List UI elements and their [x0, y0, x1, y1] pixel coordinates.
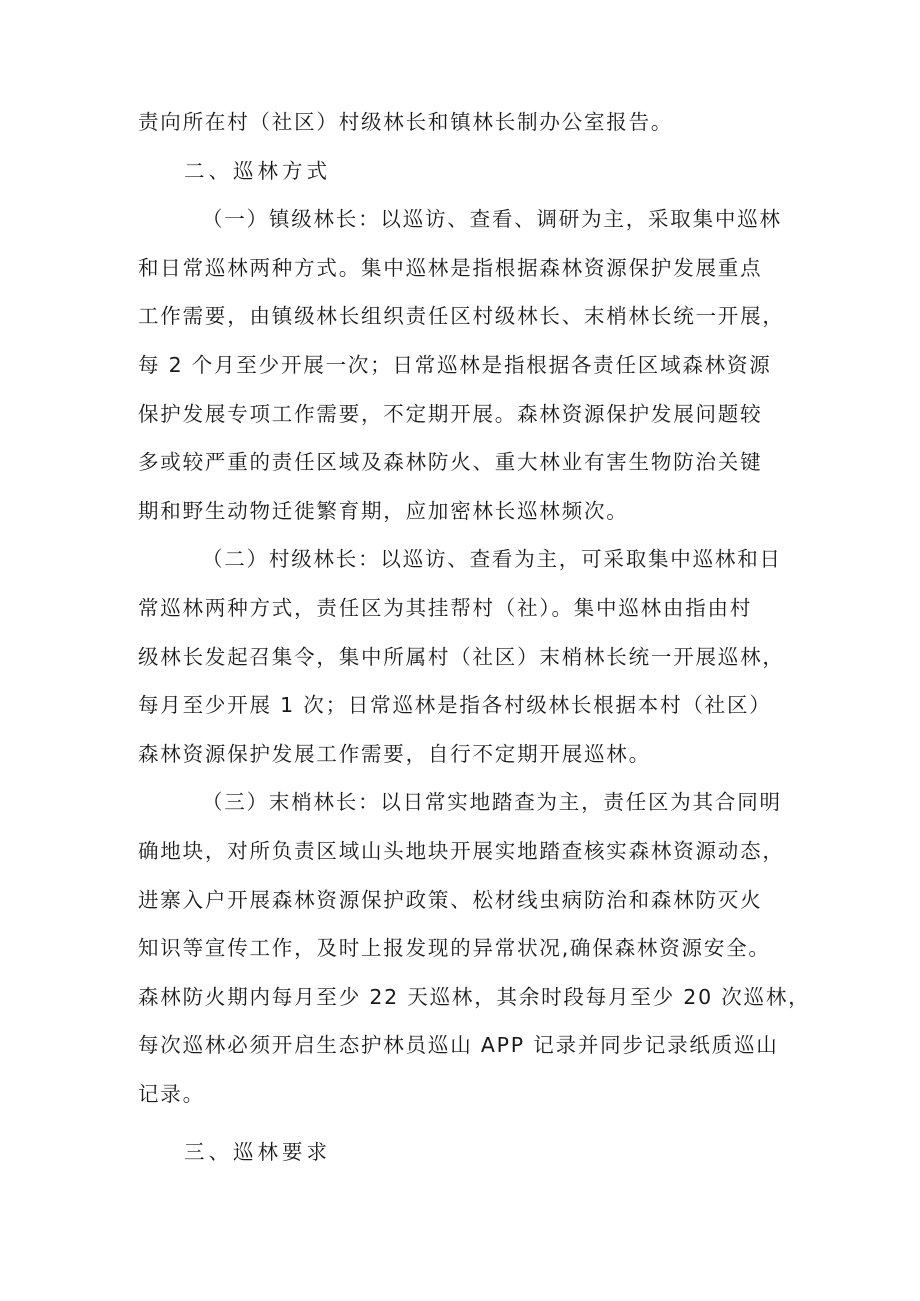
text-line: 记录。 — [138, 1081, 205, 1106]
text-line: 常巡林两种方式，责任区为其挂帮村（社）。集中巡林由指由村 — [138, 595, 753, 620]
text-line: 知识等宣传工作，及时上报发现的异常状况,确保森林资源安全。 — [138, 936, 771, 961]
section-heading: 二、巡林方式 — [184, 158, 331, 183]
text-line: 进寨入户开展森林资源保护政策、松材线虫病防治和森林防灭火 — [138, 887, 763, 912]
text-line: 保护发展专项工作需要，不定期开展。森林资源保护发展问题较 — [138, 401, 763, 426]
text-line: （二）村级林长：以巡访、查看为主，可采取集中巡林和日 — [202, 547, 782, 572]
text-line: 确地块，对所负责区域山头地块开展实地踏查核实森林资源动态， — [138, 838, 785, 863]
document-body — [138, 98, 811, 1177]
text-line: 森林防火期内每月至少 22 天巡林，其余时段每月至少 20 次巡林， — [138, 984, 811, 1009]
paragraph-gap — [138, 1118, 800, 1128]
text-line: 多或较严重的责任区域及森林防火、重大林业有害生物防治关键 — [138, 450, 763, 475]
text-line: 森林资源保护发展工作需要，自行不定期开展巡林。 — [138, 741, 651, 766]
text-line: （三）末梢林长：以日常实地踏查为主，责任区为其合同明 — [202, 790, 782, 815]
text-line: （一）镇级林长：以巡访、查看、调研为主，采取集中巡林 — [202, 207, 782, 232]
text-line: 级林长发起召集令，集中所属村（社区）末梢林长统一开展巡林， — [138, 644, 785, 669]
text-line: 每月至少开展 1 次；日常巡林是指各村级林长根据本村（社区） — [138, 693, 772, 718]
text-line: 期和野生动物迁徙繁育期，应加密林长巡林频次。 — [138, 498, 629, 523]
text-line: 工作需要，由镇级林长组织责任区村级林长、末梢林长统一开展， — [138, 304, 785, 329]
section-heading: 三、巡林要求 — [184, 1140, 331, 1165]
text-line: 和日常巡林两种方式。集中巡林是指根据森林资源保护发展重点 — [138, 255, 763, 280]
text-line: 每 2 个月至少开展一次；日常巡林是指根据各责任区域森林资源 — [138, 352, 772, 377]
text-line: 责向所在村（社区）村级林长和镇林长制办公室报告。 — [138, 110, 674, 134]
text-line: 每次巡林必须开启生态护林员巡山 APP 记录并同步记录纸质巡山 — [138, 1033, 779, 1058]
